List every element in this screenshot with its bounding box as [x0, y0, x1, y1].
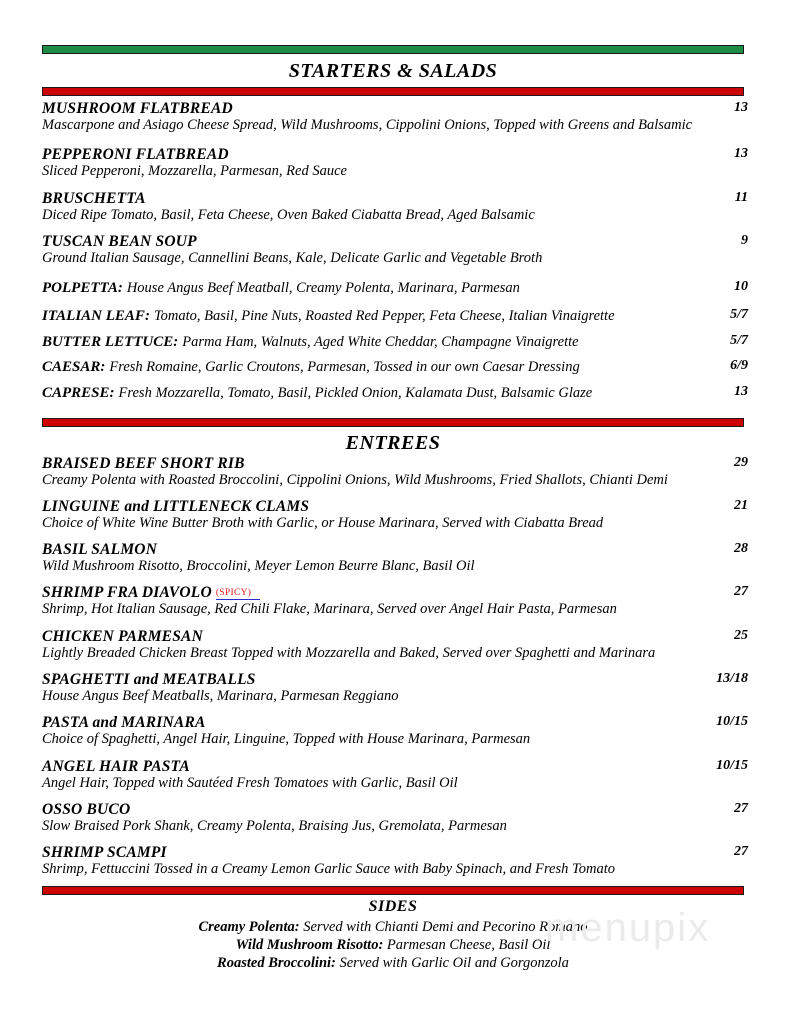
menu-item-price: 27	[734, 844, 748, 859]
menu-item-name: PEPPERONI FLATBREAD	[42, 146, 229, 163]
menu-item-description: Lightly Breaded Chicken Breast Topped with Mozzarella and Baked, Served over Spaghetti and Marinara	[42, 645, 656, 661]
menupix-watermark: menupix	[545, 906, 711, 950]
menu-item-description: House Angus Beef Meatball, Creamy Polenta, Marinara, Parmesan	[126, 280, 520, 296]
menu-item	[42, 541, 748, 575]
menu-item-name: CHICKEN PARMESAN	[42, 628, 203, 645]
side-item-name: Creamy Polenta:	[198, 919, 300, 935]
green-divider-top	[42, 45, 744, 54]
menu-item-description: Shrimp, Fettuccini Tossed in a Creamy Lemon Garlic Sauce with Baby Spinach, and Fresh Tomato	[42, 861, 615, 877]
red-divider-starters	[42, 87, 744, 96]
menu-item-description: Diced Ripe Tomato, Basil, Feta Cheese, Oven Baked Ciabatta Bread, Aged Balsamic	[42, 207, 535, 223]
menu-item-header	[42, 455, 748, 472]
side-item	[0, 918, 786, 936]
menu-item-description: Creamy Polenta with Roasted Broccolini, Cippolini Onions, Wild Mushrooms, Fried Shallots, Chianti Demi	[42, 472, 668, 488]
menu-item-description: Slow Braised Pork Shank, Creamy Polenta, Braising Jus, Gremolata, Parmesan	[42, 818, 507, 834]
side-item-description: Served with Chianti Demi and Pecorino Romano	[299, 919, 588, 935]
menu-item-price: 10	[734, 279, 748, 294]
menu-item-description: Shrimp, Hot Italian Sausage, Red Chili Flake, Marinara, Served over Angel Hair Pasta, Parmesan	[42, 601, 617, 617]
menu-item-header	[42, 498, 748, 515]
menu-item	[42, 628, 748, 662]
menu-item-price: 13	[734, 384, 748, 399]
menu-item-description: Ground Italian Sausage, Cannellini Beans, Kale, Delicate Garlic and Vegetable Broth	[42, 250, 543, 266]
section-title-sides: SIDES	[368, 898, 418, 915]
menu-item-header	[42, 307, 748, 324]
menu-item-header	[42, 100, 748, 117]
menu-item-name: BRUSCHETTA	[42, 190, 146, 207]
menu-item-price: 29	[734, 455, 748, 470]
menu-item-name: SHRIMP FRA DIAVOLO	[42, 584, 212, 601]
menu-item-header	[42, 146, 748, 163]
menu-item-header	[42, 541, 748, 558]
menu-item-description: Fresh Romaine, Garlic Croutons, Parmesan, Tossed in our own Caesar Dressing	[109, 359, 580, 375]
menu-item-price: 5/7	[730, 333, 748, 348]
menu-item-name: LINGUINE and LITTLENECK CLAMS	[42, 498, 310, 515]
menu-item-header	[42, 190, 748, 207]
menu-item-header	[42, 758, 748, 775]
menu-item-name: BUTTER LETTUCE:	[42, 334, 179, 350]
menu-item-description: Angel Hair, Topped with Sautéed Fresh Tomatoes with Garlic, Basil Oil	[42, 775, 458, 791]
menu-item-header	[42, 358, 748, 375]
menu-item-description: House Angus Beef Meatballs, Marinara, Parmesan Reggiano	[42, 688, 399, 704]
menu-item-header	[42, 584, 748, 601]
menu-item-header	[42, 628, 748, 645]
menu-item-header	[42, 714, 748, 731]
menu-item	[42, 100, 748, 134]
menu-item-price: 13	[734, 100, 748, 115]
menu-item-name: PASTA and MARINARA	[42, 714, 206, 731]
menu-item-description: Wild Mushroom Risotto, Broccolini, Meyer Lemon Beurre Blanc, Basil Oil	[42, 558, 475, 574]
menu-item-name: POLPETTA:	[42, 280, 123, 296]
menu-item-price: 21	[734, 498, 748, 513]
red-divider-entrees	[42, 418, 744, 427]
menu-item	[42, 333, 748, 350]
menu-item-price: 5/7	[730, 307, 748, 322]
menu-item-name: CAESAR:	[42, 359, 106, 375]
menu-item-price: 9	[741, 233, 748, 248]
menu-item	[42, 455, 748, 489]
menu-item	[42, 384, 748, 401]
menu-item-description: Fresh Mozzarella, Tomato, Basil, Pickled Onion, Kalamata Dust, Balsamic Glaze	[118, 385, 593, 401]
menu-item-name: MUSHROOM FLATBREAD	[42, 100, 233, 117]
menu-item-header	[42, 233, 748, 250]
menu-item	[42, 801, 748, 835]
menu-item-description: Choice of White Wine Butter Broth with Garlic, or House Marinara, Served with Ciabatta Bread	[42, 515, 604, 531]
menu-item-name: CAPRESE:	[42, 385, 115, 401]
menu-item-header	[42, 671, 748, 688]
side-item-name: Roasted Broccolini:	[217, 955, 336, 971]
menu-item	[42, 146, 748, 180]
menu-item-header	[42, 844, 748, 861]
side-item-name: Wild Mushroom Risotto:	[235, 937, 384, 953]
menu-item-name: SPAGHETTI and MEATBALLS	[42, 671, 256, 688]
menu-item	[42, 758, 748, 792]
section-title-starters: STARTERS & SALADS	[288, 60, 498, 82]
menu-item-name: TUSCAN BEAN SOUP	[42, 233, 197, 250]
menu-item-name: ITALIAN LEAF:	[42, 308, 150, 324]
menu-item	[42, 190, 748, 224]
menu-item-price: 13/18	[716, 671, 748, 686]
menu-item	[42, 671, 748, 705]
menu-item-description: Choice of Spaghetti, Angel Hair, Linguine, Topped with House Marinara, Parmesan	[42, 731, 531, 747]
menu-item-name: SHRIMP SCAMPI	[42, 844, 167, 861]
menu-item-description: Sliced Pepperoni, Mozzarella, Parmesan, Red Sauce	[42, 163, 347, 179]
menu-item-header	[42, 279, 748, 296]
menu-item-header	[42, 384, 748, 401]
menu-item-description: Tomato, Basil, Pine Nuts, Roasted Red Pepper, Feta Cheese, Italian Vinaigrette	[153, 308, 615, 324]
menu-item	[42, 358, 748, 375]
menu-item	[42, 233, 748, 267]
menu-item-price: 11	[734, 190, 748, 205]
menu-item-header	[42, 801, 748, 818]
menu-item	[42, 498, 748, 532]
menu-item	[42, 714, 748, 748]
spicy-tag[interactable]: (SPICY)	[216, 588, 260, 600]
side-item-description: Served with Garlic Oil and Gorgonzola	[335, 955, 569, 971]
menu-item-name: ANGEL HAIR PASTA	[42, 758, 190, 775]
section-title-entrees: ENTREES	[345, 432, 441, 454]
menu-item-name: BRAISED BEEF SHORT RIB	[42, 455, 245, 472]
menu-item-description: Parma Ham, Walnuts, Aged White Cheddar, Champagne Vinaigrette	[182, 334, 579, 350]
menu-item	[42, 279, 748, 296]
menu-item-header	[42, 333, 748, 350]
menu-item	[42, 584, 748, 618]
menu-item	[42, 844, 748, 878]
menu-item-price: 27	[734, 584, 748, 599]
menu-item-price: 25	[734, 628, 748, 643]
menu-item-name: OSSO BUCO	[42, 801, 131, 818]
menu-item-price: 13	[734, 146, 748, 161]
side-item	[0, 954, 786, 972]
red-divider-sides	[42, 886, 744, 895]
menu-item-price: 27	[734, 801, 748, 816]
menu-item-name: BASIL SALMON	[42, 541, 158, 558]
side-item	[0, 936, 786, 954]
menu-item-price: 28	[734, 541, 748, 556]
menu-item-description: Mascarpone and Asiago Cheese Spread, Wild Mushrooms, Cippolini Onions, Topped with Greens and Balsamic	[42, 117, 693, 133]
menu-item	[42, 307, 748, 324]
menu-item-price: 10/15	[716, 714, 748, 729]
menu-item-price: 6/9	[730, 358, 748, 373]
menu-item-price: 10/15	[716, 758, 748, 773]
side-item-description: Parmesan Cheese, Basil Oil	[383, 937, 551, 953]
